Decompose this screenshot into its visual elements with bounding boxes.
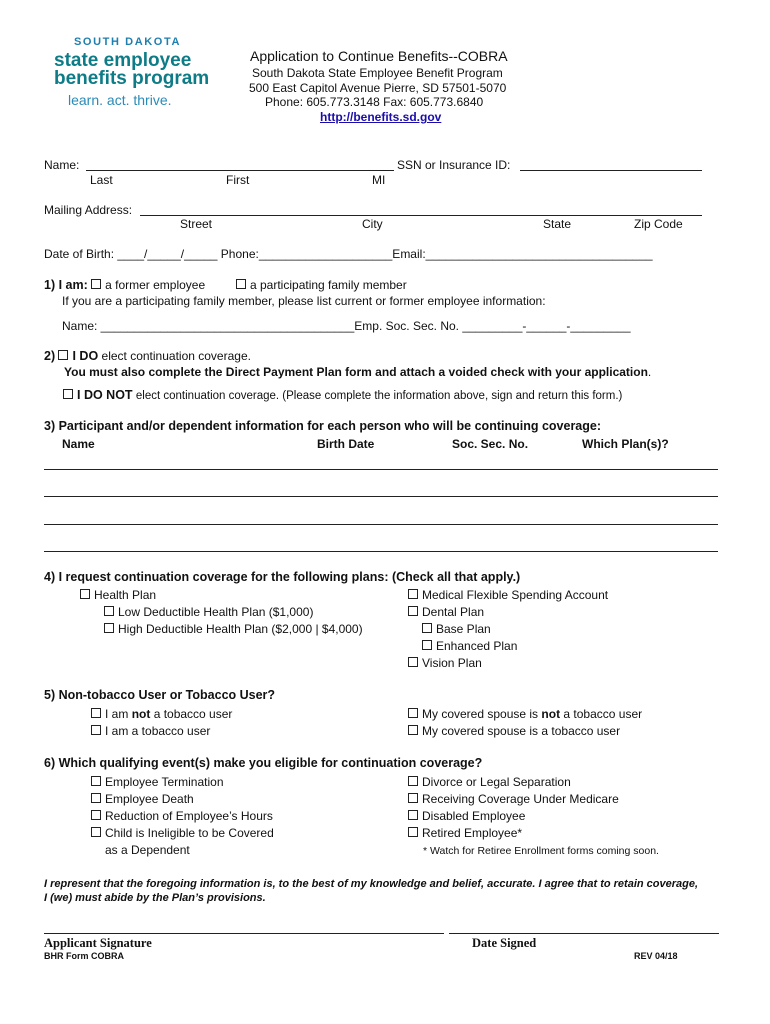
not-tobacco-not: not	[131, 707, 151, 721]
ssn-field[interactable]	[520, 170, 702, 171]
not-tobacco-user-checkbox[interactable]	[91, 708, 101, 718]
family-member-note: If you are a participating family member, please list current or former employee information:	[62, 294, 546, 308]
vision-plan-label: Vision Plan	[422, 656, 482, 670]
employee-termination-checkbox[interactable]	[91, 776, 101, 786]
form-title: Application to Continue Benefits--COBRA	[250, 48, 508, 64]
high-deductible-checkbox[interactable]	[104, 623, 114, 633]
date-signed-label: Date Signed	[472, 936, 537, 950]
org-address: 500 East Capitol Avenue Pierre, SD 57501-5070	[249, 81, 507, 95]
employee-info-row[interactable]: Name: ______________________________________Emp. Soc. Sec. No. _________-______-_________	[62, 319, 631, 333]
spouse-not-tobacco-not: not	[541, 707, 561, 721]
divorce-checkbox[interactable]	[408, 776, 418, 786]
retired-employee-checkbox[interactable]	[408, 827, 418, 837]
child-ineligible-label: Child is Ineligible to be Covered	[105, 826, 274, 840]
zip-caption: Zip Code	[634, 217, 683, 231]
enhanced-plan-checkbox[interactable]	[422, 640, 432, 650]
enhanced-plan-label: Enhanced Plan	[436, 639, 518, 653]
retired-employee-label: Retired Employee*	[422, 826, 523, 840]
employee-death-checkbox[interactable]	[91, 793, 101, 803]
col-birth-header: Birth Date	[317, 437, 375, 451]
fsa-checkbox[interactable]	[408, 589, 418, 599]
disabled-employee-checkbox[interactable]	[408, 810, 418, 820]
dependent-row-4[interactable]	[44, 551, 718, 552]
dental-plan-checkbox[interactable]	[408, 606, 418, 616]
section-4-title: 4) I request continuation coverage for the following plans: (Check all that apply.)	[44, 570, 521, 584]
section-3-title: 3) Participant and/or dependent information for each person who will be continuing coverage:	[44, 419, 602, 433]
divorce-label: Divorce or Legal Separation	[422, 775, 571, 789]
section-5-title: 5) Non-tobacco User or Tobacco User?	[44, 688, 276, 702]
reduction-hours-checkbox[interactable]	[91, 810, 101, 820]
retiree-note: * Watch for Retiree Enrollment forms coming soon.	[423, 845, 659, 857]
name-field[interactable]	[86, 170, 394, 171]
i-do-label: I DO	[72, 349, 99, 363]
base-plan-label: Base Plan	[436, 622, 491, 636]
direct-payment-instruction-end: .	[647, 365, 652, 379]
section-6-title: 6) Which qualifying event(s) make you eligible for continuation coverage?	[44, 756, 483, 770]
former-employee-label: a former employee	[105, 278, 206, 292]
high-deductible-label: High Deductible Health Plan ($2,000 | $4,000)	[118, 622, 363, 636]
health-plan-checkbox[interactable]	[80, 589, 90, 599]
section-2-label: 2)	[44, 349, 56, 363]
base-plan-checkbox[interactable]	[422, 623, 432, 633]
dental-plan-label: Dental Plan	[422, 605, 485, 619]
mailing-address-field[interactable]	[140, 215, 702, 216]
form-code: BHR Form COBRA	[44, 951, 124, 961]
family-member-label: a participating family member	[250, 278, 407, 292]
org-website-link[interactable]: http://benefits.sd.gov	[320, 110, 442, 124]
logo-line-1: state employee	[54, 50, 192, 71]
col-plan-header: Which Plan(s)?	[582, 437, 669, 451]
child-ineligible-label-cont: as a Dependent	[105, 843, 190, 857]
attestation-line-2: I (we) must abide by the Plan’s provisions.	[44, 892, 266, 904]
logo-state-name: SOUTH DAKOTA	[74, 36, 181, 48]
i-do-not-text: elect continuation coverage. (Please complete the information above, sign and return this form.)	[135, 390, 623, 402]
city-caption: City	[362, 217, 383, 231]
direct-payment-instruction: You must also complete the Direct Payment Plan form and attach a voided check with your application	[64, 365, 648, 379]
family-member-checkbox[interactable]	[236, 279, 246, 289]
signature-line[interactable]	[44, 933, 444, 934]
section-1-label: 1) I am:	[44, 278, 88, 292]
spouse-not-tobacco-head: My covered spouse is	[422, 707, 539, 721]
disabled-employee-label: Disabled Employee	[422, 809, 526, 823]
health-plan-label: Health Plan	[94, 588, 157, 602]
spouse-not-tobacco-checkbox[interactable]	[408, 708, 418, 718]
org-phone: Phone: 605.773.3148 Fax: 605.773.6840	[265, 95, 484, 109]
not-tobacco-i-am: I am	[105, 707, 129, 721]
state-caption: State	[543, 217, 572, 231]
first-caption: First	[226, 173, 250, 187]
ssn-label: SSN or Insurance ID:	[397, 158, 511, 172]
spouse-tobacco-checkbox[interactable]	[408, 725, 418, 735]
dependent-row-2[interactable]	[44, 496, 718, 497]
date-signed-line[interactable]	[449, 933, 719, 934]
applicant-signature-label: Applicant Signature	[44, 936, 152, 950]
fsa-label: Medical Flexible Spending Account	[422, 588, 609, 602]
logo-line-2: benefits program	[54, 68, 210, 89]
vision-plan-checkbox[interactable]	[408, 657, 418, 667]
reduction-hours-label: Reduction of Employee’s Hours	[105, 809, 273, 823]
medicare-checkbox[interactable]	[408, 793, 418, 803]
org-name: South Dakota State Employee Benefit Program	[252, 66, 503, 80]
revision-code: REV 04/18	[634, 951, 678, 961]
child-ineligible-checkbox[interactable]	[91, 827, 101, 837]
mi-caption: MI	[372, 173, 386, 187]
name-label: Name:	[44, 158, 80, 172]
employee-death-label: Employee Death	[105, 792, 194, 806]
street-caption: Street	[180, 217, 213, 231]
col-ssn-header: Soc. Sec. No.	[452, 437, 529, 451]
i-do-checkbox[interactable]	[58, 350, 68, 360]
dependent-row-3[interactable]	[44, 524, 718, 525]
not-tobacco-tail: a tobacco user	[153, 707, 233, 721]
dependent-row-1[interactable]	[44, 469, 718, 470]
spouse-tobacco-label: My covered spouse is a tobacco user	[422, 724, 621, 738]
spouse-not-tobacco-tail: a tobacco user	[563, 707, 643, 721]
attestation-line-1: I represent that the foregoing information is, to the best of my knowledge and belief, accurate. I agree that to retain coverage,	[44, 878, 699, 890]
low-deductible-checkbox[interactable]	[104, 606, 114, 616]
former-employee-checkbox[interactable]	[91, 279, 101, 289]
low-deductible-label: Low Deductible Health Plan ($1,000)	[118, 605, 314, 619]
employee-termination-label: Employee Termination	[105, 775, 224, 789]
i-do-text: elect continuation coverage.	[101, 349, 251, 363]
tobacco-user-checkbox[interactable]	[91, 725, 101, 735]
i-do-not-label: I DO NOT	[77, 388, 133, 402]
dob-phone-email-row[interactable]: Date of Birth: ____/_____/_____ Phone:____________________Email:__________________________________	[44, 247, 653, 261]
logo-tagline: learn. act. thrive.	[68, 92, 172, 108]
tobacco-user-label: I am a tobacco user	[105, 724, 211, 738]
medicare-label: Receiving Coverage Under Medicare	[422, 792, 619, 806]
last-caption: Last	[90, 173, 113, 187]
i-do-not-checkbox[interactable]	[63, 389, 73, 399]
col-name-header: Name	[62, 437, 95, 451]
mailing-address-label: Mailing Address:	[44, 203, 133, 217]
